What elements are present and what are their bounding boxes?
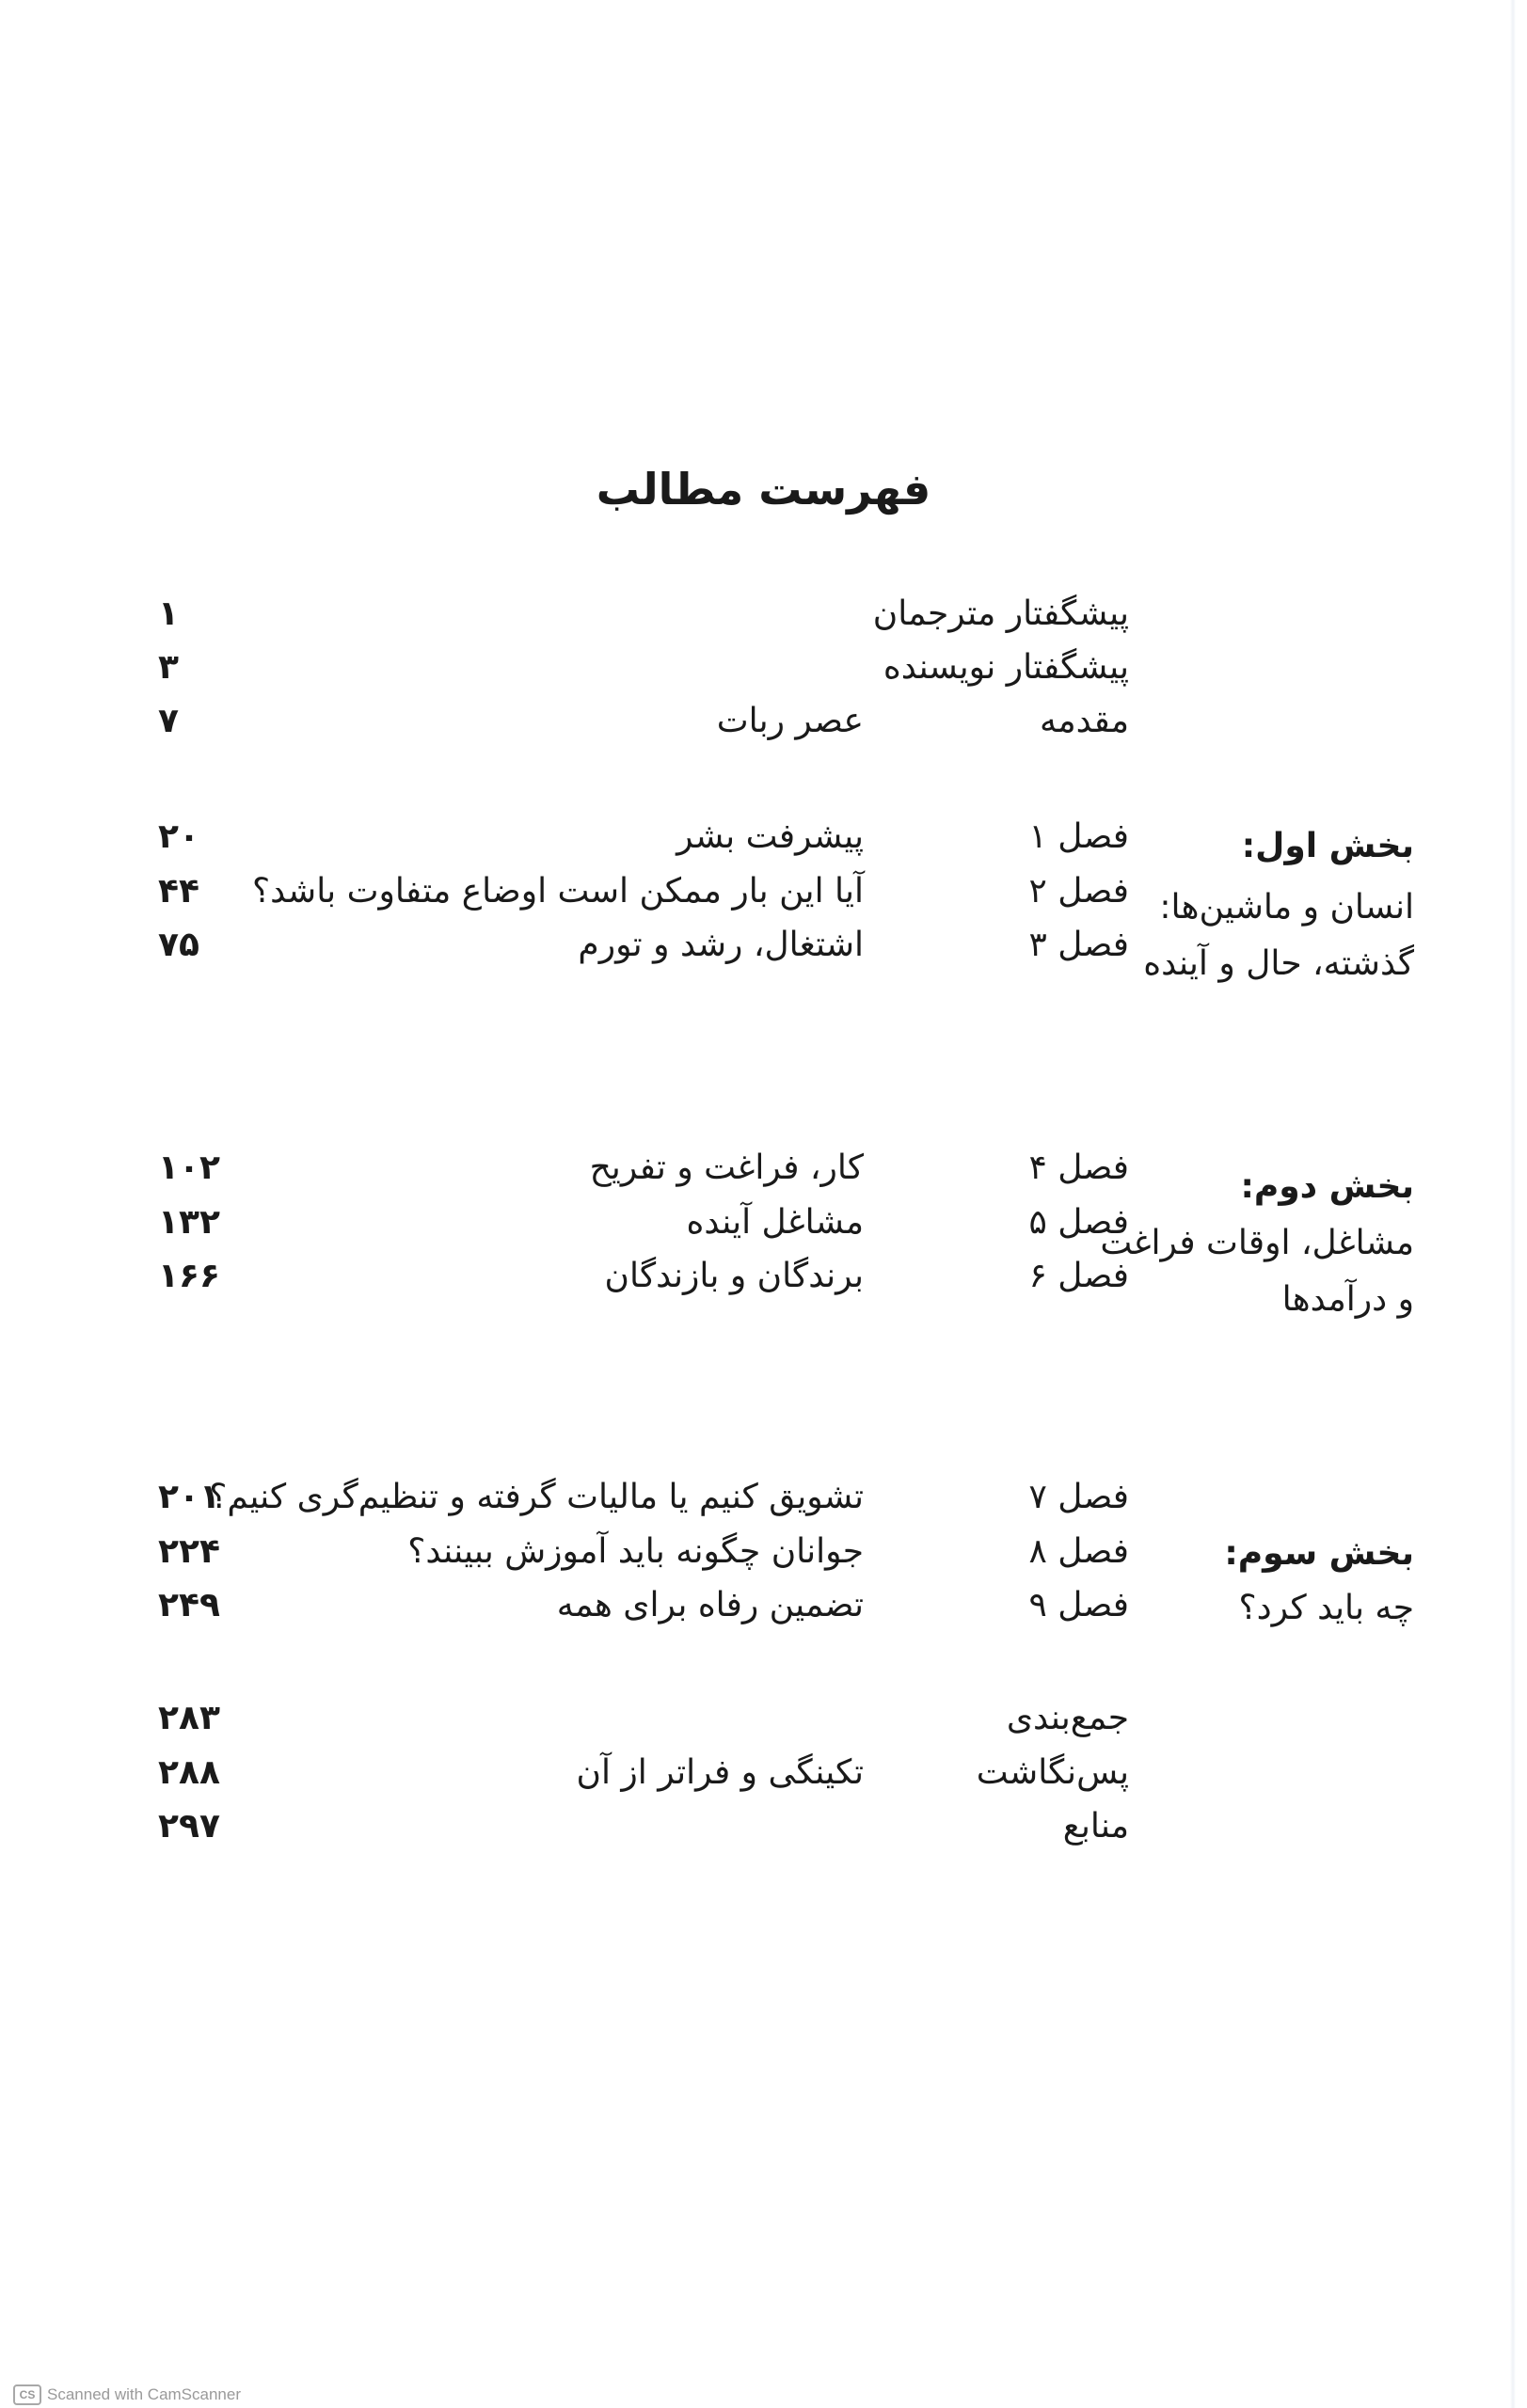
toc-entry-page: ۲۹۷ bbox=[158, 1807, 220, 1846]
part-description-line: گذشته، حال و آینده bbox=[1143, 944, 1414, 983]
toc-entry-page: ۲۸۸ bbox=[158, 1753, 220, 1792]
part-heading: بخش اول: bbox=[1241, 827, 1414, 865]
chapter-title: تشویق کنیم یا مالیات گرفته و تنظیم‌گری کنیم؟ bbox=[209, 1478, 864, 1516]
chapter-label: فصل ۷ bbox=[1028, 1478, 1129, 1516]
toc-entry-subtitle: عصر ربات bbox=[716, 702, 864, 740]
toc-entry-page: ۳ bbox=[158, 648, 179, 687]
toc-entry-label: منابع bbox=[1062, 1807, 1129, 1846]
chapter-page: ۷۵ bbox=[158, 926, 199, 964]
chapter-label: فصل ۶ bbox=[1028, 1257, 1129, 1295]
chapter-page: ۲۴۹ bbox=[158, 1586, 220, 1624]
toc-entry-label: پیشگفتار مترجمان bbox=[872, 594, 1129, 633]
chapter-title: اشتغال، رشد و تورم bbox=[578, 926, 864, 964]
chapter-title: کار، فراغت و تفریح bbox=[589, 1149, 864, 1187]
part-description-line: و درآمدها bbox=[1281, 1280, 1414, 1319]
chapter-title: تضمین رفاه برای همه bbox=[556, 1586, 864, 1624]
chapter-label: فصل ۴ bbox=[1028, 1149, 1129, 1187]
part-heading: بخش دوم: bbox=[1240, 1167, 1414, 1206]
chapter-label: فصل ۹ bbox=[1028, 1586, 1129, 1624]
chapter-title: آیا این بار ممکن است اوضاع متفاوت باشد؟ bbox=[252, 872, 864, 911]
scanner-watermark bbox=[13, 2384, 241, 2405]
chapter-page: ۱۶۶ bbox=[158, 1257, 220, 1295]
chapter-title: مشاغل آینده bbox=[686, 1203, 864, 1242]
toc-entry-label: پس‌نگاشت bbox=[976, 1753, 1129, 1792]
chapter-page: ۱۳۲ bbox=[158, 1203, 220, 1242]
chapter-label: فصل ۲ bbox=[1028, 872, 1129, 911]
chapter-page: ۱۰۲ bbox=[158, 1149, 220, 1187]
part-description-line: انسان و ماشین‌ها: bbox=[1159, 888, 1414, 927]
chapter-title: جوانان چگونه باید آموزش ببینند؟ bbox=[407, 1532, 864, 1571]
toc-entry-subtitle: تکینگی و فراتر از آن bbox=[576, 1753, 864, 1792]
chapter-page: ۲۰ bbox=[158, 817, 199, 856]
chapter-page: ۴۴ bbox=[158, 872, 199, 911]
toc-entry-label: مقدمه bbox=[1040, 702, 1129, 740]
chapter-label: فصل ۳ bbox=[1028, 926, 1129, 964]
part-heading: بخش سوم: bbox=[1224, 1534, 1414, 1573]
toc-entry-page: ۲۸۳ bbox=[158, 1699, 220, 1737]
chapter-label: فصل ۵ bbox=[1028, 1203, 1129, 1242]
toc-entry-label: جمع‌بندی bbox=[1006, 1699, 1129, 1737]
chapter-page: ۲۲۴ bbox=[158, 1532, 220, 1571]
chapter-title: پیشرفت بشر bbox=[676, 817, 864, 856]
chapter-label: فصل ۱ bbox=[1028, 817, 1129, 856]
chapter-page: ۲۰۱ bbox=[158, 1478, 220, 1516]
toc-entry-page: ۷ bbox=[158, 702, 179, 740]
camscanner-logo-icon: CS bbox=[13, 2384, 41, 2405]
chapter-label: فصل ۸ bbox=[1028, 1532, 1129, 1571]
chapter-title: برندگان و بازندگان bbox=[604, 1257, 864, 1295]
part-description-line: چه باید کرد؟ bbox=[1238, 1589, 1414, 1627]
page-edge-shadow bbox=[1510, 0, 1516, 2408]
part-description-line: مشاغل، اوقات فراغت bbox=[1100, 1224, 1414, 1262]
toc-title: فهرست مطالب bbox=[596, 464, 931, 515]
toc-entry-label: پیشگفتار نویسنده bbox=[883, 648, 1129, 687]
watermark-text: Scanned with CamScanner bbox=[47, 2385, 242, 2403]
toc-entry-page: ۱ bbox=[158, 594, 179, 633]
